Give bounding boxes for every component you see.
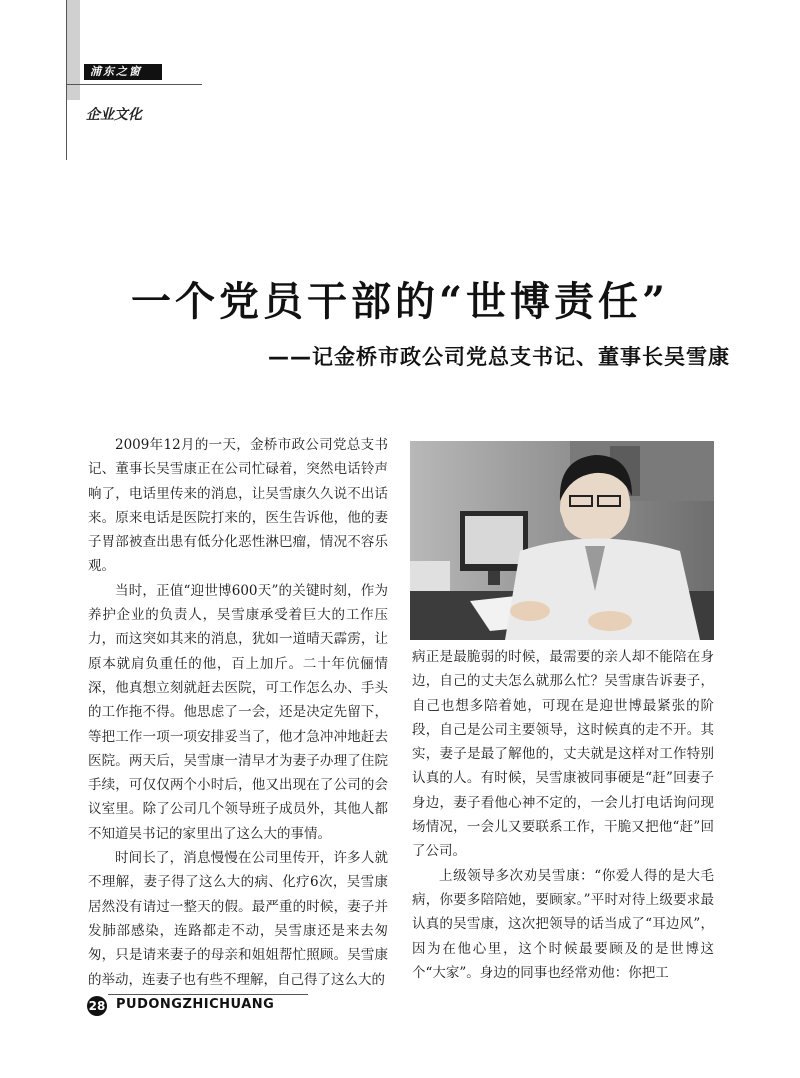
paragraph: 病正是最脆弱的时候，最需要的亲人却不能陪在身边，自己的丈夫怎么就那么忙？吴雪康告诉妻子，自己也想多陪着她，可现在是迎世博最紧张的阶段，自己是公司主要领导，这时候真的走不开。其实，妻子是最了解他的，丈夫就是这样对工作特别认真的人。有时候，吴雪康被同事硬是“赶”回妻子身边，妻子看他心神不定的，一会儿打电话询问现场情况，一会儿又要联系工作，干脆又把他“赶”回了公司。: [412, 649, 714, 860]
article-subtitle: ——记金桥市政公司党总支书记、董事长吴雪康: [268, 345, 730, 369]
section-label: 企业文化: [86, 107, 142, 123]
photo-illustration: [410, 441, 714, 640]
magazine-tag: 浦东之窗: [84, 64, 162, 80]
paragraph: 时间长了，消息慢慢在公司里传开，许多人就不理解，妻子得了这么大的病、化疗6次，吴雪康居然没有请过一整天的假。最严重的时候，妻子并发肺部感染，连路都走不动，吴雪康还是来去匆匆，只是请来妻子的母亲和姐姐帮忙照顾。吴雪康的举动，连妻子也有些不理解，自己得了这么大的: [88, 850, 388, 988]
left-column: [88, 433, 388, 992]
footer-rule: [108, 994, 308, 995]
portrait-photo: [410, 441, 714, 640]
right-column: [412, 645, 714, 985]
paragraph: 当时，正值“迎世博600天”的关键时刻，作为养护企业的负责人，吴雪康承受着巨大的工作压力，而这突如其来的消息，犹如一道晴天霹雳，让原本就肩负重任的他，百上加斤。二十年伉俪情深，他真想立刻就赶去医院，可工作怎么办、手头的工作拖不得。他思虑了一会，还是决定先留下，等把工作一项一项安排妥当了，他才急冲冲地赶去医院。两天后，吴雪康一清早才为妻子办理了住院手续，可仅仅两个小时后，他又出现在了公司的会议室里。除了公司几个领导班子成员外，其他人都不知道吴书记的家里出了这么大的事情。: [88, 582, 388, 842]
header-vertical-rule: [66, 0, 67, 160]
article-title: 一个党员干部的“世博责任”: [130, 278, 669, 325]
header-gray-block: [66, 0, 80, 100]
header-horizontal-rule: [66, 84, 202, 85]
page-number: 28: [87, 996, 107, 1016]
paragraph: 上级领导多次劝吴雪康：“你爱人得的是大毛病，你要多陪陪她，要顾家。”平时对待上级要求最认真的吴雪康，这次把领导的话当成了“耳边风”，因为在他心里，这个时候最要顾及的是世博这个“大家”。身边的同事也经常劝他：你把工: [412, 867, 714, 981]
footer-magazine-name: PUDONGZHICHUANG: [116, 997, 275, 1012]
paragraph: 2009年12月的一天，金桥市政公司党总支书记、董事长吴雪康正在公司忙碌着，突然电话铃声响了，电话里传来的消息，让吴雪康久久说不出话来。原来电话是医院打来的，医生告诉他，他的妻子胃部被查出患有低分化恶性淋巴瘤，情况不容乐观。: [88, 437, 388, 575]
